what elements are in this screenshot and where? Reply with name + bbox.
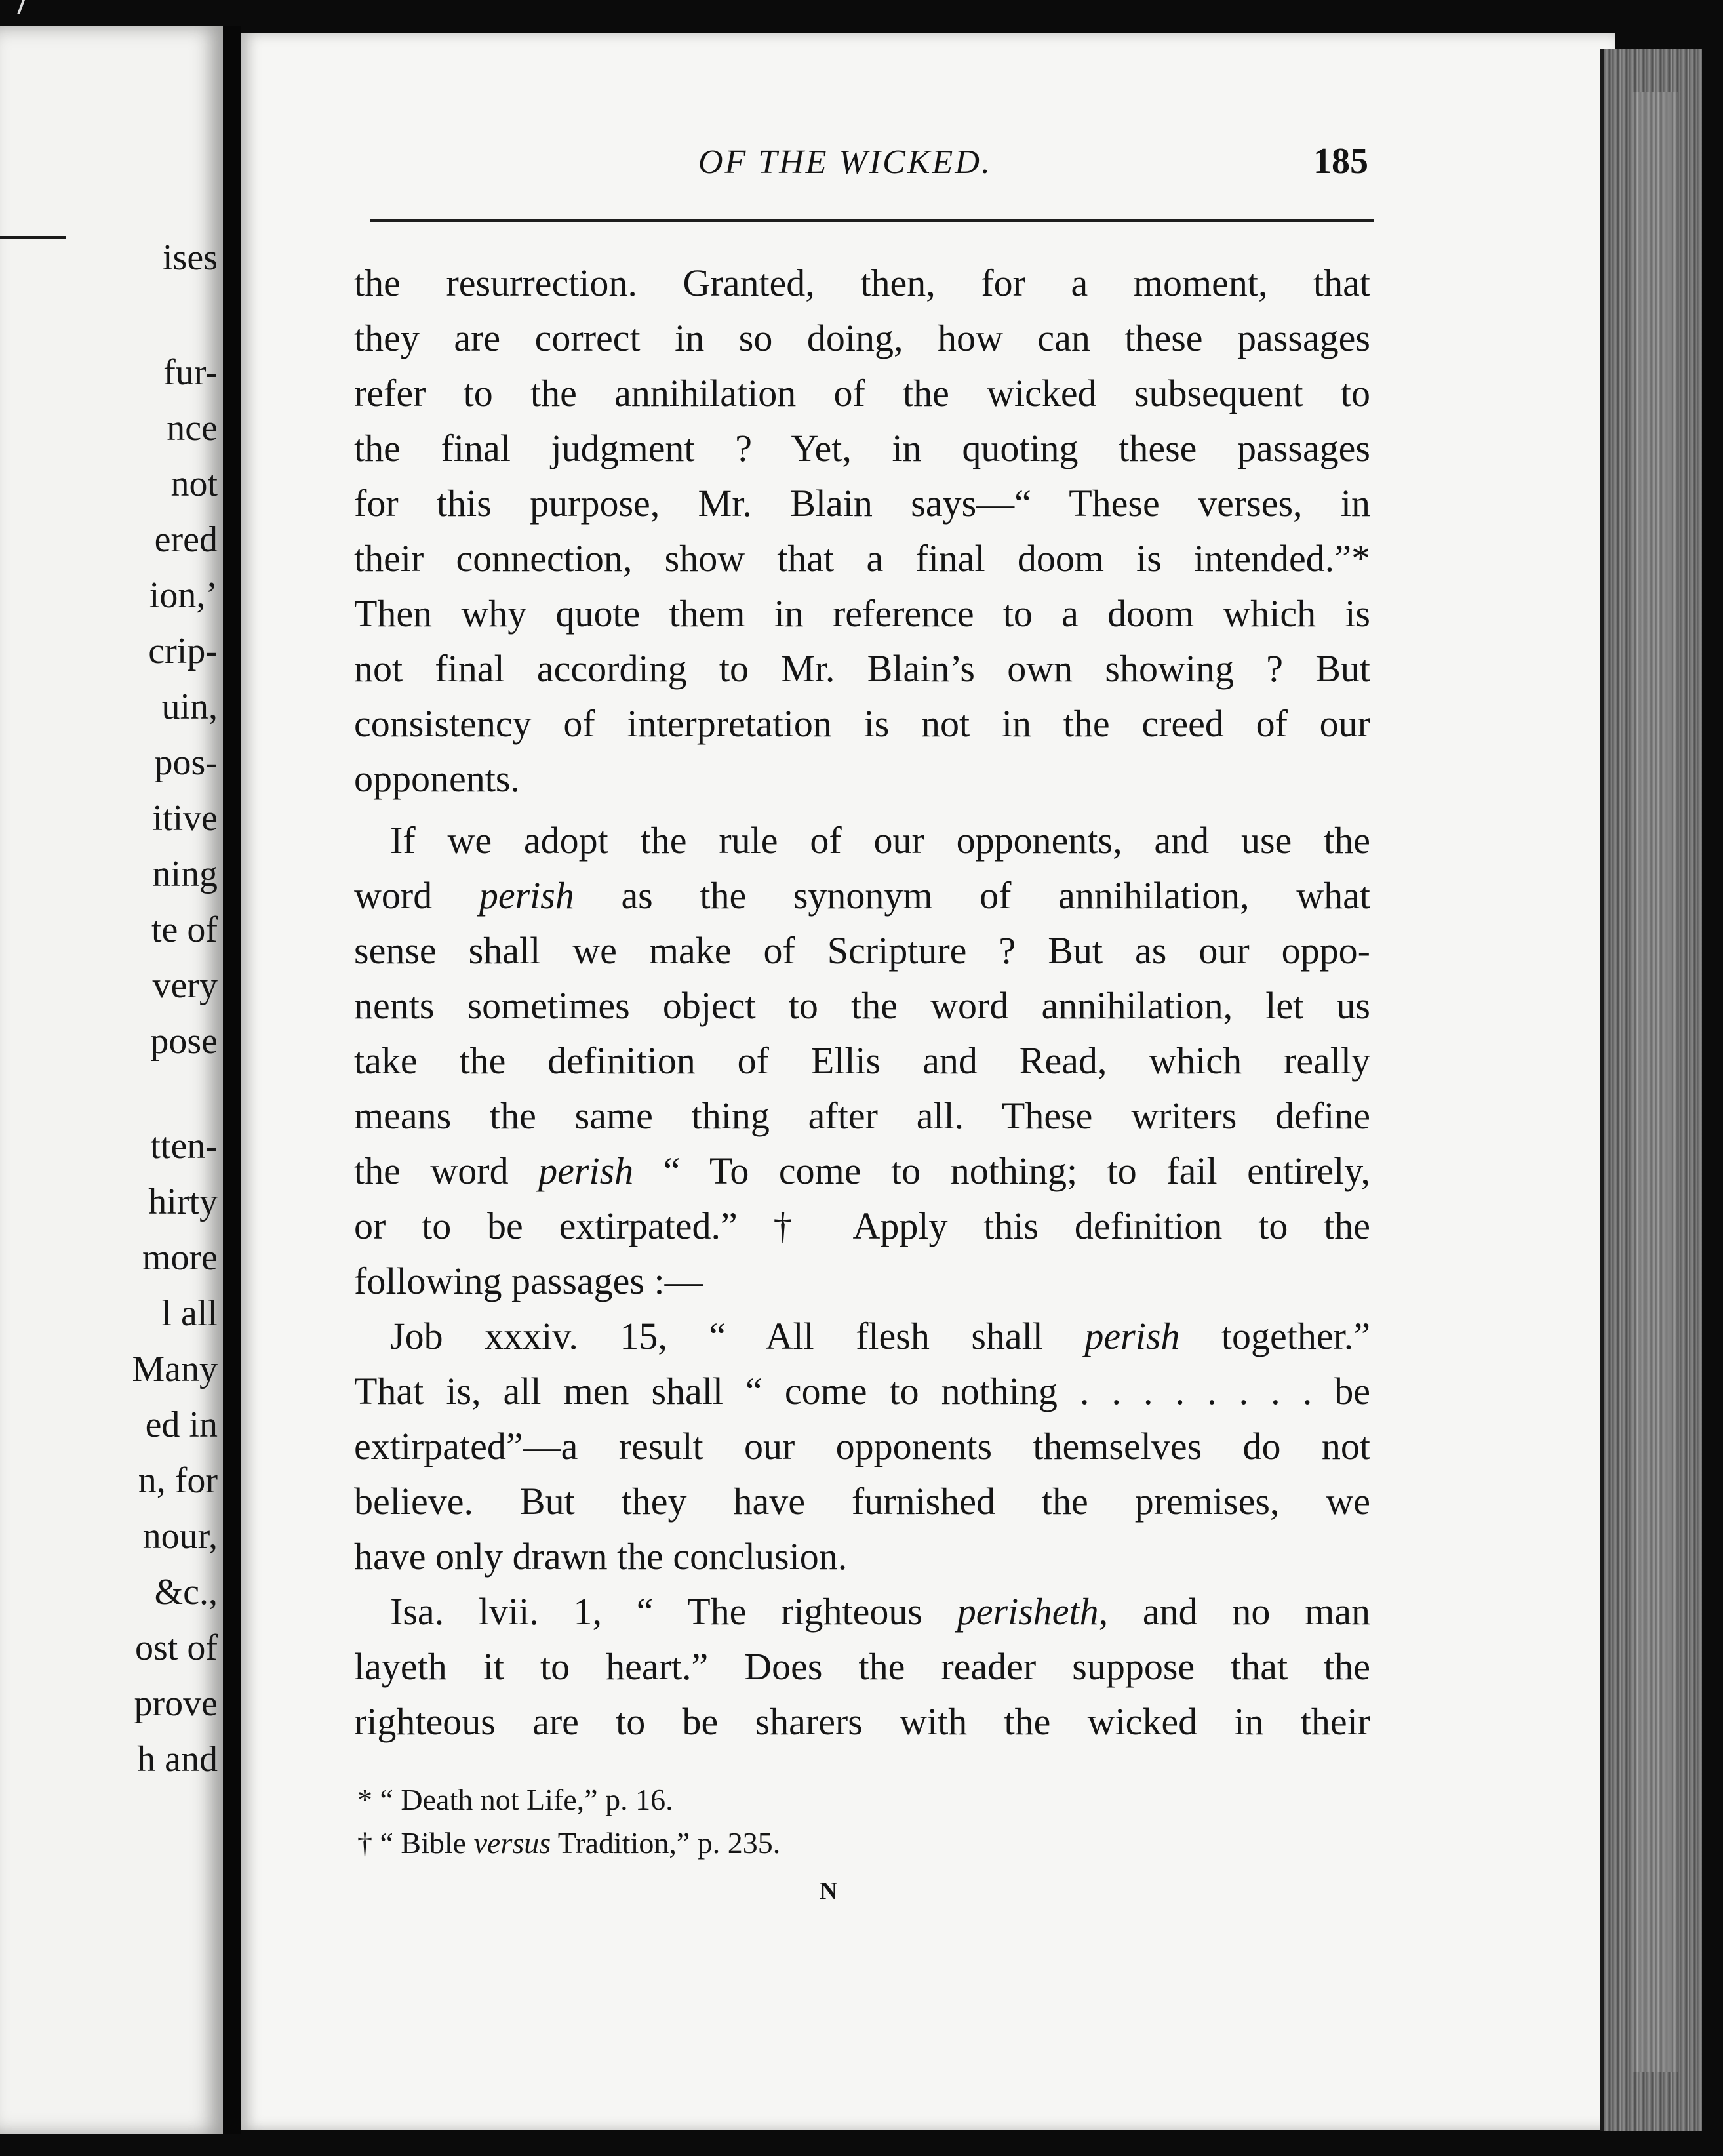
facing-page-fragment: hirty [148,1182,218,1222]
body-line: Then why quote them in reference to a doom which is [354,592,1370,635]
facing-page-fragment: pos- [154,742,218,783]
facing-page [0,26,223,2134]
body-line: the word perish “ To come to nothing; to fail entirely, [354,1149,1370,1192]
book-gutter [223,26,241,2134]
body-line: Job xxxiv. 15, “ All flesh shall perish together.” [390,1315,1370,1357]
body-line: their connection, show that a final doom is intended.”* [354,537,1370,580]
body-line: refer to the annihilation of the wicked subsequent to [354,372,1370,414]
facing-page-rule [0,236,66,239]
facing-page-fragment: nce [167,408,218,449]
footnote-1: * “ Death not Life,” p. 16. [357,1783,673,1816]
facing-page-fragment: te of [151,909,218,950]
body-line: for this purpose, Mr. Blain says—“ These verses, in [354,482,1370,525]
body-line: sense shall we make of Scripture ? But as our oppo- [354,929,1370,972]
running-head: OF THE WICKED. [698,144,992,181]
facing-page-fragment: not [170,464,218,504]
facing-page-fragment: ning [152,854,218,894]
body-line: means the same thing after all. These writers define [354,1094,1370,1137]
body-line: they are correct in so doing, how can these passages [354,317,1370,359]
footnotes [357,1778,1341,1865]
body-line: opponents. [354,757,520,800]
facing-page-fragment: itive [152,798,218,839]
facing-page-fragment: nour, [142,1516,218,1557]
body-line: not final according to Mr. Blain’s own showing ? But [354,647,1370,690]
facing-page-fragment: more [142,1237,218,1278]
body-line: word perish as the synonym of annihilation, what [354,874,1370,917]
facing-page-fragment: ion,’ [149,575,218,616]
page-edges-inner [1633,92,1678,2072]
signature-mark: N [820,1877,838,1905]
facing-page-fragment: &c., [154,1572,218,1612]
footnote-2: † “ Bible versus Tradition,” p. 235. [357,1826,781,1860]
facing-page-fragment: fur- [163,352,218,393]
body-line: consistency of interpretation is not in the creed of our [354,702,1370,745]
facing-page-fragment: very [152,965,218,1006]
body-line: layeth it to heart.” Does the reader suppose that the [354,1645,1370,1688]
facing-page-fragment: prove [134,1683,218,1724]
facing-page-fragment: pose [150,1021,218,1062]
body-line: or to be extirpated.” † Apply this definition to the [354,1205,1370,1247]
page-number: 185 [1313,141,1368,182]
facing-page-fragment: ises [163,237,218,278]
body-line: believe. But they have furnished the premises, we [354,1480,1370,1523]
body-line: That is, all men shall “ come to nothing . . . . . . . . be [354,1370,1370,1412]
body-line: If we adopt the rule of our opponents, and use the [390,819,1370,862]
body-line: the final judgment ? Yet, in quoting these passages [354,427,1370,469]
body-line: following passages :— [354,1260,703,1302]
body-line: righteous are to be sharers with the wicked in their [354,1700,1370,1743]
body-line: have only drawn the conclusion. [354,1535,848,1578]
facing-page-fragment: l all [161,1293,218,1334]
facing-page-fragment: crip- [148,631,218,671]
header-rule [370,219,1374,222]
body-line: nents sometimes object to the word annihilation, let us [354,984,1370,1027]
facing-page-fragment: h and [137,1739,218,1780]
facing-page-fragment: uin, [161,687,218,727]
body-line: take the definition of Ellis and Read, which really [354,1039,1370,1082]
facing-page-fragment: tten- [150,1126,218,1167]
facing-page-fragment: ost of [135,1627,218,1668]
facing-page-fragment: ed in [145,1405,218,1445]
facing-page-fragment: Many [132,1349,218,1389]
facing-page-fragment: n, for [138,1460,218,1501]
body-line: extirpated”—a result our opponents themselves do not [354,1425,1370,1467]
body-line: Isa. lvii. 1, “ The righteous perisheth, and no man [390,1590,1370,1633]
body-text [354,256,1370,1749]
facing-page-fragment: ered [154,519,218,560]
body-line: the resurrection. Granted, then, for a moment, that [354,262,1370,304]
